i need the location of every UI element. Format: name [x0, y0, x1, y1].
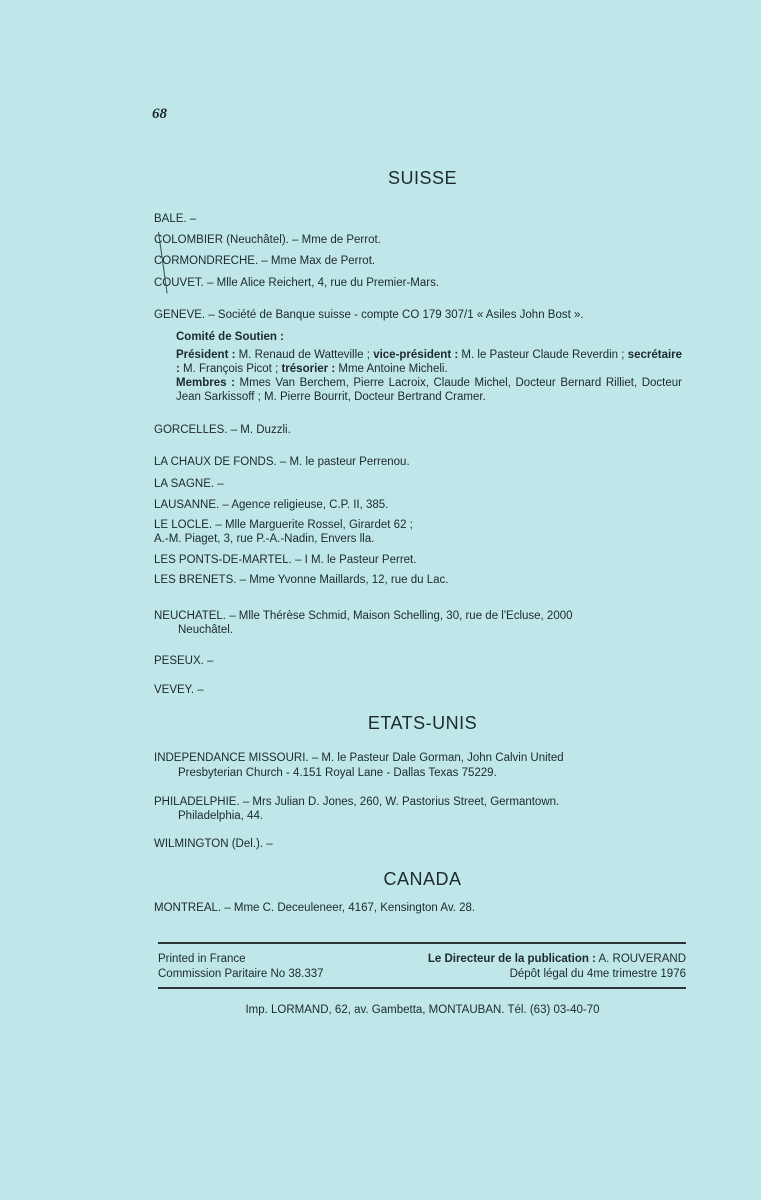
- entry-neuchatel: NEUCHATEL. – Mlle Thérèse Schmid, Maison Schelling, 30, rue de l'Ecluse, 2000: [154, 610, 573, 622]
- footer-rule-bottom: [158, 987, 686, 989]
- footer-imprint: Imp. LORMAND, 62, av. Gambetta, MONTAUBAN. Tél. (63) 03-40-70: [245, 1004, 600, 1016]
- entry-neuchatel-continued: Neuchâtel.: [178, 624, 233, 636]
- entry-philadelphie: PHILADELPHIE. – Mrs Julian D. Jones, 260, W. Pastorius Street, Germantown.: [154, 796, 560, 808]
- entry-le-locle: LE LOCLE. – Mlle Marguerite Rossel, Girardet 62 ;: [154, 519, 413, 531]
- treasurer-label: trésorier :: [281, 363, 336, 375]
- entry-lausanne: LAUSANNE. – Agence religieuse, C.P. II, 385.: [154, 499, 389, 511]
- entry-wilmington: WILMINGTON (Del.). –: [154, 838, 273, 850]
- entry-la-sagne: LA SAGNE. –: [154, 478, 224, 490]
- entry-les-brenets: LES BRENETS. – Mme Yvonne Maillards, 12, rue du Lac.: [154, 574, 449, 586]
- entry-geneve: GENEVE. – Société de Banque suisse - compte CO 179 307/1 « Asiles John Bost ».: [154, 309, 584, 321]
- footer-printed: Printed in France: [158, 953, 246, 965]
- entry-couvet: COUVET. – Mlle Alice Reichert, 4, rue du Premier-Mars.: [154, 277, 440, 289]
- vice-president-label: vice-président :: [373, 349, 459, 361]
- members-label: Membres :: [176, 377, 235, 389]
- entry-independance-continued: Presbyterian Church - 4.151 Royal Lane - Dallas Texas 75229.: [178, 767, 497, 779]
- footer-depot-legal: Dépôt légal du 4me trimestre 1976: [509, 968, 686, 980]
- president-label: Président :: [176, 349, 236, 361]
- entry-chaux-de-fonds: LA CHAUX DE FONDS. – M. le pasteur Perrenou.: [154, 456, 410, 468]
- entry-vevey: VEVEY. –: [154, 684, 204, 696]
- heading-etats-unis: ETATS-UNIS: [367, 713, 478, 733]
- treasurer-value: Mme Antoine Micheli.: [338, 363, 448, 375]
- entry-le-locle-continued: A.-M. Piaget, 3, rue P.-A.-Nadin, Envers lla.: [154, 533, 375, 545]
- entry-philadelphie-continued: Philadelphia, 44.: [178, 810, 264, 822]
- footer-left: [158, 952, 324, 982]
- members-value: Mmes Van Berchem, Pierre Lacroix, Claude Michel, Docteur Bernard Rilliet, Docteur Jean Sarkissoff ; M. Pierre Bourrit, Docteur Bertrand Cramer.: [176, 377, 682, 403]
- secretary-label: secrétaire :: [176, 349, 683, 375]
- page-number: 68: [152, 106, 167, 122]
- entry-independance: INDEPENDANCE MISSOURI. – M. le Pasteur Dale Gorman, John Calvin United: [154, 752, 564, 764]
- footer-director-label: Le Directeur de la publication :: [427, 953, 596, 965]
- entry-colombier: COLOMBIER (Neuchâtel). – Mme de Perrot.: [154, 234, 381, 246]
- committee-members: [176, 376, 682, 404]
- committee-block: [176, 330, 682, 404]
- entry-peseux: PESEUX. –: [154, 655, 214, 667]
- heading-suisse: SUISSE: [387, 168, 458, 188]
- footer-director-value: A. ROUVERAND: [598, 953, 686, 965]
- entry-ponts-de-martel: LES PONTS-DE-MARTEL. – I M. le Pasteur Perret.: [154, 554, 417, 566]
- footer-director: [428, 952, 686, 967]
- heading-canada: CANADA: [383, 869, 462, 889]
- committee-officers: [176, 348, 682, 376]
- vice-president-value: M. le Pasteur Claude Reverdin ;: [461, 349, 625, 361]
- entry-gorcelles: GORCELLES. – M. Duzzli.: [154, 424, 291, 436]
- secretary-value: M. François Picot ;: [183, 363, 279, 375]
- entry-cormondreche: CORMONDRECHE. – Mme Max de Perrot.: [154, 255, 376, 267]
- footer-right: [428, 952, 686, 982]
- committee-title: Comité de Soutien :: [176, 331, 284, 343]
- footer-commission: Commission Paritaire No 38.337: [158, 968, 324, 980]
- entry-bale: BALE. –: [154, 213, 197, 225]
- entry-montreal: MONTREAL. – Mme C. Deceuleneer, 4167, Kensington Av. 28.: [154, 902, 476, 914]
- footer-rule-top: [158, 942, 686, 944]
- president-value: M. Renaud de Watteville ;: [238, 349, 370, 361]
